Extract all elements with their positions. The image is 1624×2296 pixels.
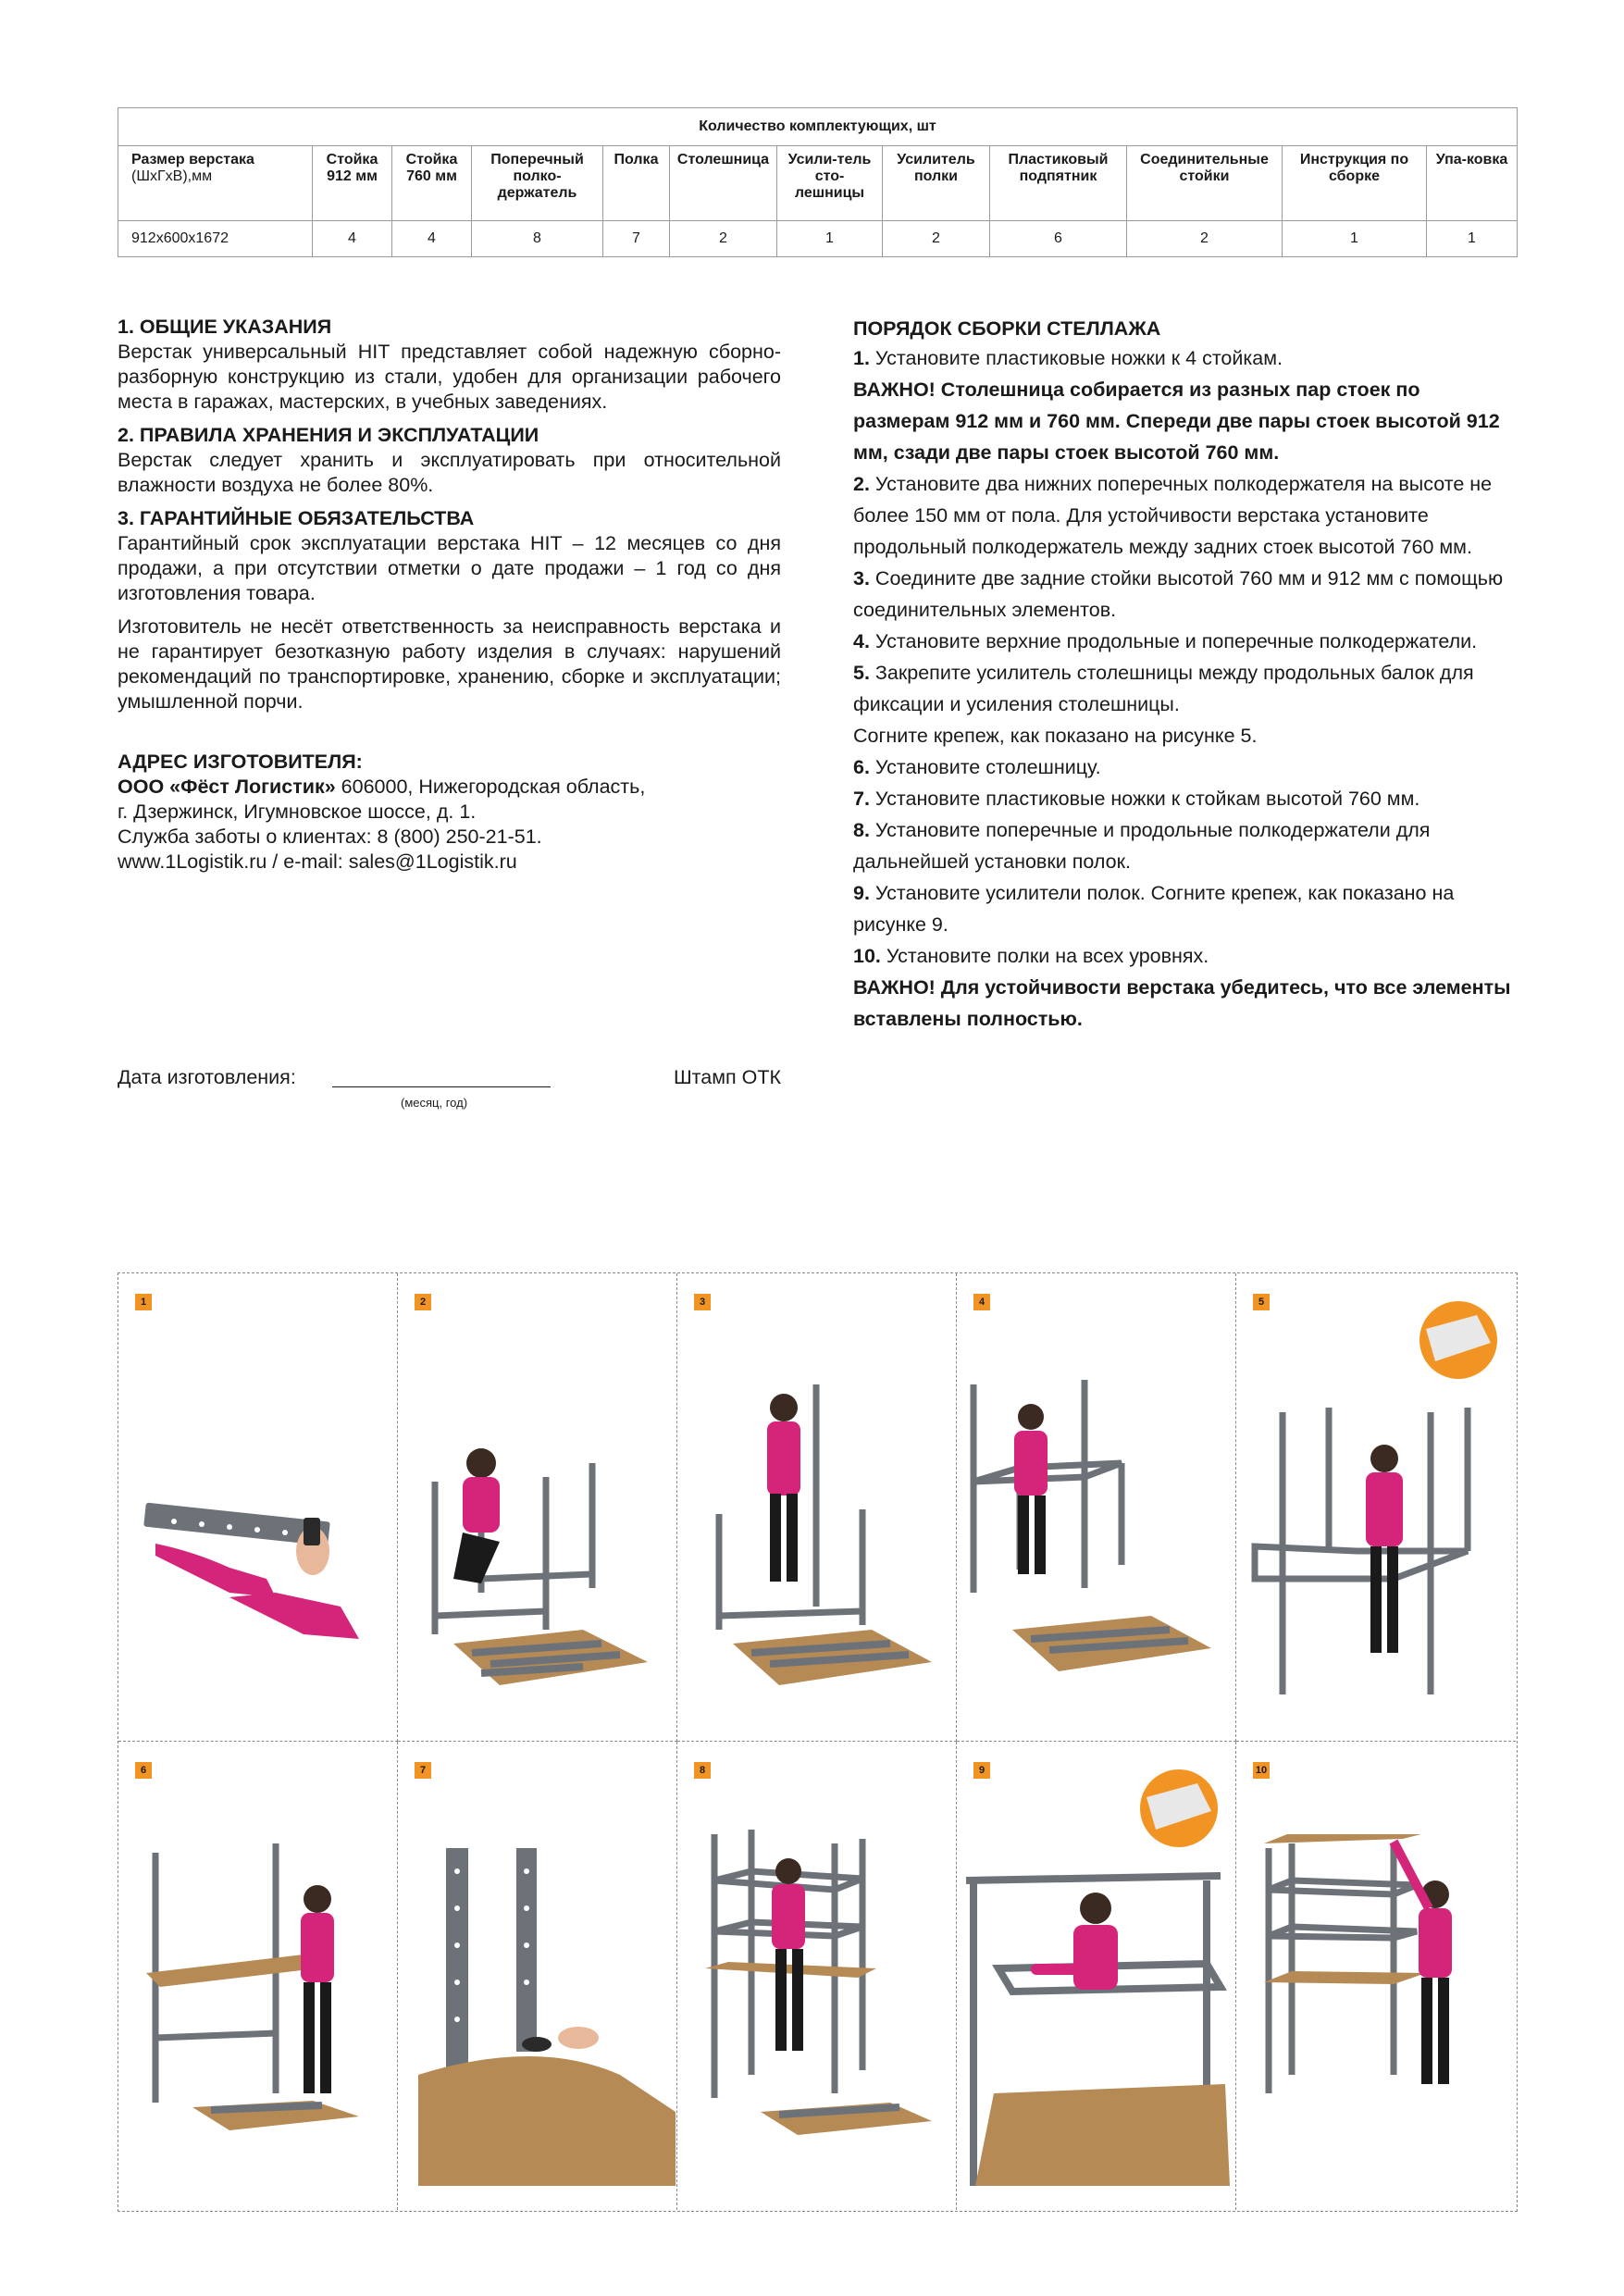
- address-line-4: www.1Logistik.ru / e-mail: sales@1Logistik.ru: [118, 850, 517, 873]
- header-tabletop: Столешница: [670, 146, 777, 221]
- cell-cross-holder: 8: [472, 221, 603, 257]
- header-connector: Соединительные стойки: [1127, 146, 1283, 221]
- cell-post-912: 4: [313, 221, 392, 257]
- step-2-text: 2. Установите два нижних поперечных полкодержателя на высоте не более 150 мм от пола. Для устойчивости верстака установите продольный полкодержатель между задних стоек высотой 760 мм.: [853, 473, 1493, 558]
- header-post-760: Стойка 760 мм: [392, 146, 472, 221]
- general-heading: 1. ОБЩИЕ УКАЗАНИЯ: [118, 316, 332, 338]
- address-line-1: 606000, Нижегородская область,: [335, 776, 646, 798]
- date-underline: [332, 1086, 551, 1087]
- cell-connector: 2: [1127, 221, 1283, 257]
- step-10-illustration: [1236, 1742, 1516, 2210]
- table-row: [118, 221, 1518, 257]
- header-package: Упа-ковка: [1427, 146, 1518, 221]
- parts-table-header: [118, 146, 1518, 221]
- cell-tabletop-reinforcer: 1: [777, 221, 883, 257]
- step-cell-9: [957, 1742, 1236, 2210]
- address-line-3: Служба заботы о клиентах: 8 (800) 250-21-51.: [118, 825, 542, 848]
- address-line-2: г. Дзержинск, Игумновское шоссе, д. 1.: [118, 800, 477, 823]
- step-9-text: 9. Установите усилители полок. Согните крепеж, как показано на рисунке 9.: [853, 882, 1455, 936]
- step-1-illustration: [118, 1273, 398, 1742]
- step-badge: 10: [1253, 1762, 1270, 1779]
- step-badge: 4: [973, 1294, 990, 1310]
- step-badge: 3: [694, 1294, 711, 1310]
- left-column: [118, 315, 781, 875]
- step-4-illustration: [957, 1273, 1236, 1742]
- step-8-text: 8. Установите поперечные и продольные полкодержатели для дальнейшей установки полок.: [853, 819, 1431, 873]
- header-plastic-foot: Пластиковый подпятник: [990, 146, 1127, 221]
- step-badge: 9: [973, 1762, 990, 1779]
- header-post-912: Стойка 912 мм: [313, 146, 392, 221]
- step-badge: 6: [135, 1762, 152, 1779]
- cell-package: 1: [1427, 221, 1518, 257]
- general-text: Верстак универсальный HIT представляет собой надежную сборно-разборную конструкцию из стали, удобен для организации рабочего места в гаражах, мастерских, в учебных заведениях.: [118, 341, 781, 413]
- step-cell-7: [398, 1742, 677, 2210]
- step-badge: 2: [415, 1294, 431, 1310]
- warranty-text-2: Изготовитель не несёт ответственность за неисправность верстака и не гарантирует безотказную работу изделия в случаях: нарушений рекомендаций по транспортировке, хранению, сборке и эксплуатации; умышленной порчи.: [118, 615, 781, 713]
- step-7-text: 7. Установите пластиковые ножки к стойкам высотой 760 мм.: [853, 788, 1420, 810]
- storage-heading: 2. ПРАВИЛА ХРАНЕНИЯ И ЭКСПЛУАТАЦИИ: [118, 424, 539, 446]
- step-badge: 7: [415, 1762, 431, 1779]
- parts-table-title: Количество комплектующих, шт: [118, 108, 1518, 146]
- warranty-text-1: Гарантийный срок эксплуатации верстака HIT – 12 месяцев со дня продажи, а при отсутствии отметки о дате продажи – 1 год со дня изготовления товара.: [118, 532, 781, 604]
- step-7-illustration: [398, 1742, 677, 2210]
- step-4-text: 4. Установите верхние продольные и поперечные полкодержатели.: [853, 630, 1478, 652]
- company-name: ООО «Фёст Логистик»: [118, 776, 336, 798]
- step-10-text: 10. Установите полки на всех уровнях.: [853, 945, 1209, 967]
- step-5-illustration: [1236, 1273, 1516, 1742]
- step-badge: 5: [1253, 1294, 1270, 1310]
- header-size: Размер верстака (ШхГхВ),мм: [118, 146, 313, 221]
- parts-table: [118, 107, 1518, 257]
- step-8-illustration: [677, 1742, 957, 2210]
- step-cell-1: [118, 1273, 398, 1742]
- cell-tabletop: 2: [670, 221, 777, 257]
- step-3-illustration: [677, 1273, 957, 1742]
- cell-plastic-foot: 6: [990, 221, 1127, 257]
- cell-shelf: 7: [603, 221, 670, 257]
- assembly-photo-grid: [118, 1272, 1518, 2212]
- important-note-1: ВАЖНО! Столешница собирается из разных пар стоек по размерам 912 мм и 760 мм. Спереди две пары стоек высотой 912 мм, сзади две пары стоек высотой 760 мм.: [853, 379, 1500, 464]
- step-cell-10: [1236, 1742, 1516, 2210]
- important-note-2: ВАЖНО! Для устойчивости верстака убедитесь, что все элементы вставлены полностью.: [853, 976, 1511, 1030]
- step-5-text: 5. Закрепите усилитель столешницы между продольных балок для фиксации и усиления столешницы.: [853, 662, 1474, 715]
- header-manual: Инструкция по сборке: [1283, 146, 1427, 221]
- storage-text: Верстак следует хранить и эксплуатировать при относительной влажности воздуха не более 80%.: [118, 449, 781, 496]
- cell-size: 912x600x1672: [118, 221, 313, 257]
- date-hint: (месяц, год): [401, 1096, 468, 1110]
- step-6-text: 6. Установите столешницу.: [853, 756, 1101, 778]
- step-6-illustration: [118, 1742, 398, 2210]
- step-cell-6: [118, 1742, 398, 2210]
- step-9-illustration: [957, 1742, 1236, 2210]
- step-2-illustration: [398, 1273, 677, 1742]
- header-tabletop-reinforcer: Усили-тель сто-лешницы: [777, 146, 883, 221]
- qc-stamp-label: Штамп ОТК: [673, 1066, 781, 1088]
- step-cell-3: [677, 1273, 957, 1742]
- header-shelf-reinforcer: Усилитель полки: [883, 146, 990, 221]
- step-1-text: 1. Установите пластиковые ножки к 4 стойкам.: [853, 347, 1283, 369]
- step-cell-2: [398, 1273, 677, 1742]
- header-shelf: Полка: [603, 146, 670, 221]
- step-badge: 1: [135, 1294, 152, 1310]
- cell-manual: 1: [1283, 221, 1427, 257]
- warranty-heading: 3. ГАРАНТИЙНЫЕ ОБЯЗАТЕЛЬСТВА: [118, 507, 475, 529]
- step-badge: 8: [694, 1762, 711, 1779]
- manufacturer-address: [118, 750, 781, 875]
- date-label: Дата изготовления:: [118, 1066, 296, 1088]
- step-cell-5: [1236, 1273, 1516, 1742]
- cell-shelf-reinforcer: 2: [883, 221, 990, 257]
- step-cell-4: [957, 1273, 1236, 1742]
- step-3-text: 3. Соедините две задние стойки высотой 760 мм и 912 мм с помощью соединительных элементов.: [853, 567, 1504, 621]
- manufacture-date-line: [118, 1066, 781, 1110]
- address-heading: АДРЕС ИЗГОТОВИТЕЛЯ:: [118, 751, 363, 773]
- header-cross-holder: Поперечный полко-держатель: [472, 146, 603, 221]
- assembly-heading: ПОРЯДОК СБОРКИ СТЕЛЛАЖА: [853, 317, 1161, 340]
- step-cell-8: [677, 1742, 957, 2210]
- step-5-note: Согните крепеж, как показано на рисунке 5.: [853, 725, 1258, 747]
- cell-post-760: 4: [392, 221, 472, 257]
- assembly-instructions: [853, 315, 1519, 1035]
